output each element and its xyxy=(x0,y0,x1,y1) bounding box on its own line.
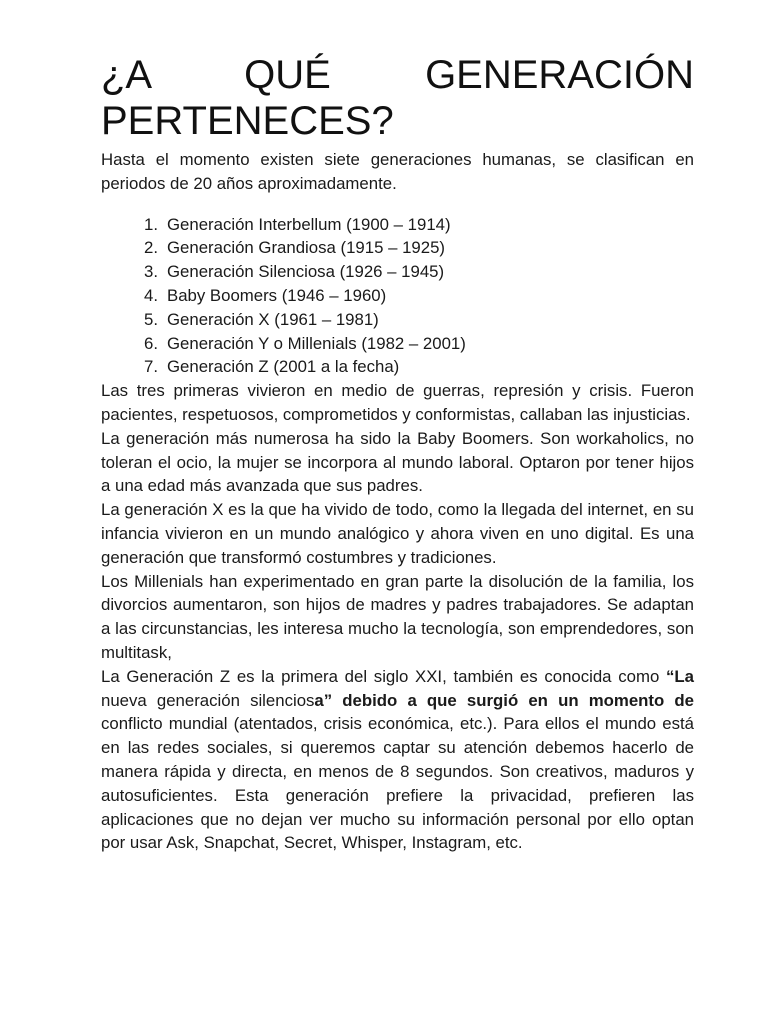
gen-z-bold-text: a” debido a que surgió en un momento de xyxy=(314,690,694,710)
list-item-label: Generación Silenciosa (1926 – 1945) xyxy=(167,262,445,282)
list-number: 3. xyxy=(144,262,158,282)
list-item xyxy=(144,308,694,332)
list-item-label: Baby Boomers (1946 – 1960) xyxy=(167,285,387,305)
list-item-label: Generación X (1961 – 1981) xyxy=(167,309,379,329)
list-item xyxy=(144,332,694,356)
list-item xyxy=(144,213,694,237)
list-number: 5. xyxy=(144,309,158,329)
paragraph-first-generations: Las tres primeras vivieron en medio de guerras, represión y crisis. Fueron pacientes, respetuosos, comprometidos y conformistas, callaban las injusticias. xyxy=(101,381,694,424)
list-item-label: Generación Y o Millenials (1982 – 2001) xyxy=(167,333,466,353)
list-number: 4. xyxy=(144,285,158,305)
list-item-label: Generación Z (2001 a la fecha) xyxy=(167,357,400,377)
gen-z-text-part-3: nueva generación silencios xyxy=(101,690,315,710)
list-item xyxy=(144,355,694,379)
list-item xyxy=(144,260,694,284)
title-line-2: PERTENECES? xyxy=(101,99,394,143)
paragraph-millenials: Los Millenials han experimentado en gran parte la disolución de la familia, los divorcios aumentaron, son hijos de madres y padres trabajadores. Se adaptan a las circunstancias, les interesa mucho la tecnología, son emprendedores, son multitask, xyxy=(101,571,694,662)
list-item xyxy=(144,236,694,260)
generations-list xyxy=(101,213,694,380)
gen-z-quote-open: “La xyxy=(666,666,694,686)
list-number: 7. xyxy=(144,357,158,377)
list-number: 2. xyxy=(144,238,158,258)
document-page xyxy=(101,52,694,855)
list-number: 1. xyxy=(144,214,158,234)
list-number: 6. xyxy=(144,333,158,353)
intro-paragraph: Hasta el momento existen siete generaciones humanas, se clasifican en periodos de 20 años aproximadamente. xyxy=(101,150,694,193)
page-title xyxy=(101,52,694,144)
list-item-label: Generación Interbellum (1900 – 1914) xyxy=(167,214,451,234)
paragraph-generation-z xyxy=(101,665,694,855)
gen-z-text-part-5: conflicto mundial (atentados, crisis económica, etc.). Para ellos el mundo está en las redes sociales, si queremos captar su atención debemos hacerlo de manera rápida y directa, en menos de 8 segundos. Son creativos, maduros y autosuficientes. Esta generación prefiere la privacidad, prefieren las aplicaciones que no dejan ver mucho su información personal por ello optan por usar Ask, Snapchat, Secret, Whisper, Instagram, etc. xyxy=(101,714,694,853)
list-item-label: Generación Grandiosa (1915 – 1925) xyxy=(167,238,446,258)
paragraph-generation-x: La generación X es la que ha vivido de todo, como la llegada del internet, en su infancia vivieron en un mundo analógico y ahora viven en uno digital. Es una generación que transformó costumbres y tradiciones. xyxy=(101,500,694,567)
title-line-1: ¿A QUÉ GENERACIÓN xyxy=(101,53,694,97)
paragraph-baby-boomers: La generación más numerosa ha sido la Baby Boomers. Son workaholics, no toleran el ocio, la mujer se incorpora al mundo laboral. Optaron por tener hijos a una edad más avanzada que sus padres. xyxy=(101,428,694,496)
gen-z-text-part-1: La Generación Z es la primera del siglo XXI, también es conocida como xyxy=(101,666,667,686)
list-item xyxy=(144,284,694,308)
